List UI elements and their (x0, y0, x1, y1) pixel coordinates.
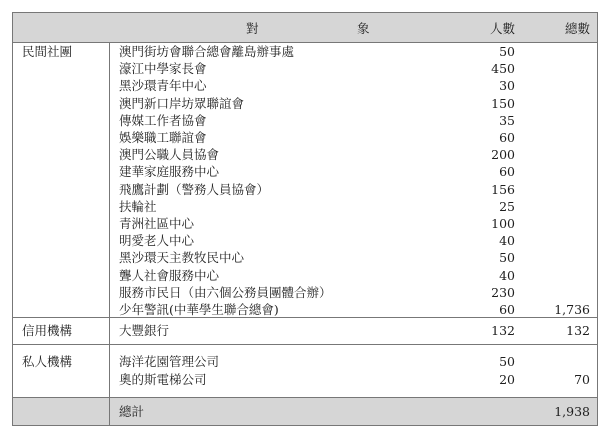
row-name: 扶輪社 (119, 198, 157, 214)
group-total: 1,736 (554, 302, 590, 317)
row-count: 40 (499, 267, 515, 283)
row-count: 60 (499, 164, 515, 180)
header-count: 人數 (489, 21, 515, 36)
row-name: 明愛老人中心 (119, 233, 195, 249)
grand-total-label: 總計 (119, 404, 145, 419)
row-name: 娛樂職工聯誼會 (119, 130, 207, 145)
statistics-table (2, 2, 608, 436)
row-name: 青洲社區中心 (119, 216, 195, 231)
row-name: 澳門公職人員協會 (119, 147, 220, 163)
row-count: 450 (491, 61, 515, 77)
row-name: 澳門街坊會聯合總會離島辦事處 (119, 44, 295, 59)
group-total: 70 (574, 372, 590, 387)
row-name: 黑沙環青年中心 (119, 78, 207, 94)
group-rule-2 (12, 344, 598, 345)
row-name: 大豐銀行 (119, 323, 170, 338)
row-count: 200 (491, 147, 515, 163)
row-name: 海洋花園管理公司 (119, 354, 220, 369)
row-name: 澳門新口岸坊眾聯誼會 (119, 95, 245, 111)
row-name: 傳媒工作者協會 (119, 112, 207, 128)
row-name: 少年警訊(中華學生聯合總會) (119, 302, 279, 317)
row-count: 156 (491, 181, 515, 197)
category-label: 民間社團 (22, 44, 73, 59)
row-name: 服務市民日（由六個公務員團體合辦） (119, 284, 332, 300)
grand-total-value: 1,938 (554, 404, 590, 419)
header-object-char-1: 對 (246, 21, 259, 36)
row-count: 132 (491, 323, 515, 338)
row-count: 60 (499, 302, 515, 317)
row-count: 40 (499, 233, 515, 249)
category-label: 私人機構 (22, 354, 73, 369)
row-name: 濠江中學家長會 (119, 61, 207, 77)
row-count: 60 (499, 130, 515, 145)
row-count: 25 (499, 198, 515, 214)
row-count: 230 (491, 284, 515, 300)
total-rule (12, 397, 598, 398)
row-count: 50 (499, 250, 515, 266)
row-count: 35 (499, 112, 515, 128)
header-object-char-2: 象 (357, 21, 370, 36)
row-count: 50 (499, 354, 515, 369)
row-count: 20 (499, 372, 515, 387)
row-count: 150 (491, 95, 515, 111)
category-label: 信用機構 (22, 323, 73, 338)
row-name: 飛鷹計劃（警務人員協會） (119, 181, 270, 197)
row-name: 建華家庭服務中心 (119, 164, 220, 180)
category-column-rule (109, 42, 110, 426)
header-total: 總數 (564, 21, 590, 36)
row-name: 黑沙環天主教牧民中心 (119, 250, 245, 266)
row-count: 100 (491, 216, 515, 231)
row-count: 30 (499, 78, 515, 94)
row-count: 50 (499, 44, 515, 59)
group-total: 132 (566, 323, 590, 338)
row-name: 奧的斯電梯公司 (119, 372, 207, 387)
row-name: 聾人社會服務中心 (119, 267, 220, 283)
